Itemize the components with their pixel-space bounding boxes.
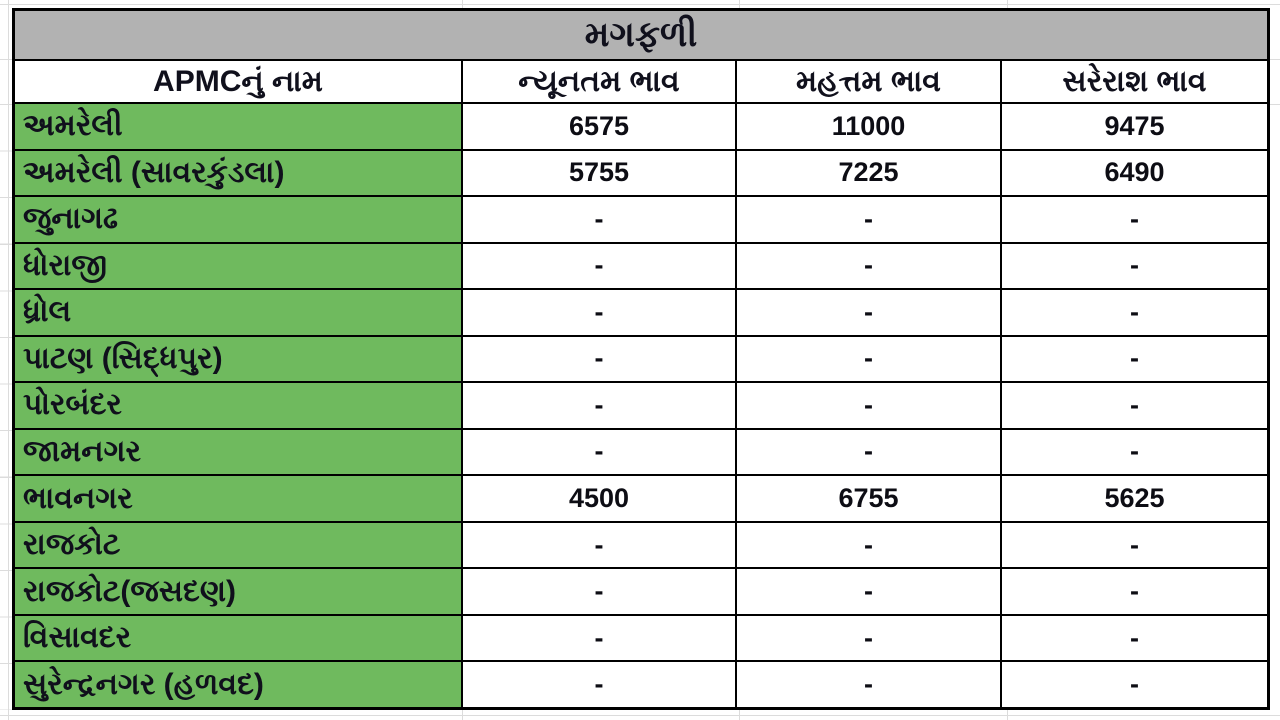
table-row (15, 476, 1267, 523)
max-price-cell: - (737, 662, 1002, 707)
apmc-name-cell: સુરેન્દ્રનગર (હળવદ) (15, 662, 463, 707)
apmc-name-cell: જુનાગઢ (15, 197, 463, 242)
apmc-name-cell: પાટણ (સિદ્ધપુર) (15, 337, 463, 382)
header-avg-price: સરેરાશ ભાવ (1062, 64, 1207, 98)
apmc-name-cell: ધોરાજી (15, 244, 463, 289)
avg-price-cell: - (1130, 389, 1139, 420)
table-row (15, 569, 1267, 616)
min-price-cell: 5755 (463, 151, 737, 196)
max-price-cell: - (737, 383, 1002, 428)
commodity-price-table (12, 8, 1270, 710)
apmc-name-cell: ધ્રોલ (15, 290, 463, 335)
min-price-cell: - (463, 616, 737, 661)
avg-price-cell: 6490 (1104, 157, 1165, 188)
table-row (15, 616, 1267, 663)
margin-gridlines (0, 105, 12, 710)
apmc-name-cell: વિસાવદર (15, 616, 463, 661)
max-price-cell: - (737, 616, 1002, 661)
avg-price-cell: - (1130, 436, 1139, 467)
table-row (15, 523, 1267, 570)
table-header-row (15, 61, 1267, 104)
avg-price-cell: 9475 (1104, 110, 1165, 141)
avg-price-cell: - (1130, 669, 1139, 700)
apmc-name-cell: અમરેલી (15, 104, 463, 149)
avg-price-cell: - (1130, 529, 1139, 560)
min-price-cell: - (463, 569, 737, 614)
header-min-price: ન્યૂનતમ ભાવ (463, 61, 737, 102)
table-row (15, 197, 1267, 244)
table-row (15, 430, 1267, 477)
table-body (15, 104, 1267, 707)
apmc-name-cell: જામનગર (15, 430, 463, 475)
avg-price-cell: - (1130, 203, 1139, 234)
min-price-cell: 4500 (463, 476, 737, 521)
avg-price-cell: - (1130, 343, 1139, 374)
table-row (15, 244, 1267, 291)
max-price-cell: - (737, 430, 1002, 475)
max-price-cell: 7225 (737, 151, 1002, 196)
table-row (15, 337, 1267, 384)
min-price-cell: - (463, 383, 737, 428)
max-price-cell: - (737, 523, 1002, 568)
table-row (15, 383, 1267, 430)
avg-price-cell: - (1130, 622, 1139, 653)
header-apmc-name: APMCનું નામ (15, 61, 463, 102)
apmc-name-cell: પોરબંદર (15, 383, 463, 428)
table-title: મગફળી (15, 11, 1267, 61)
max-price-cell: - (737, 290, 1002, 335)
table-row (15, 151, 1267, 198)
avg-price-cell: - (1130, 250, 1139, 281)
table-row (15, 104, 1267, 151)
header-max-price: મહત્તમ ભાવ (737, 61, 1002, 102)
max-price-cell: - (737, 569, 1002, 614)
table-row (15, 662, 1267, 707)
max-price-cell: - (737, 244, 1002, 289)
max-price-cell: 11000 (737, 104, 1002, 149)
min-price-cell: - (463, 662, 737, 707)
table-row (15, 290, 1267, 337)
avg-price-cell: - (1130, 576, 1139, 607)
min-price-cell: - (463, 244, 737, 289)
min-price-cell: - (463, 197, 737, 242)
min-price-cell: - (463, 523, 737, 568)
apmc-name-cell: ભાવનગર (15, 476, 463, 521)
min-price-cell: - (463, 290, 737, 335)
max-price-cell: - (737, 337, 1002, 382)
apmc-name-cell: રાજકોટ(જસદણ) (15, 569, 463, 614)
avg-price-cell: 5625 (1104, 483, 1165, 514)
avg-price-cell: - (1130, 296, 1139, 327)
max-price-cell: 6755 (737, 476, 1002, 521)
min-price-cell: - (463, 337, 737, 382)
max-price-cell: - (737, 197, 1002, 242)
min-price-cell: 6575 (463, 104, 737, 149)
apmc-name-cell: રાજકોટ (15, 523, 463, 568)
min-price-cell: - (463, 430, 737, 475)
apmc-name-cell: અમરેલી (સાવરકુંડલા) (15, 151, 463, 196)
